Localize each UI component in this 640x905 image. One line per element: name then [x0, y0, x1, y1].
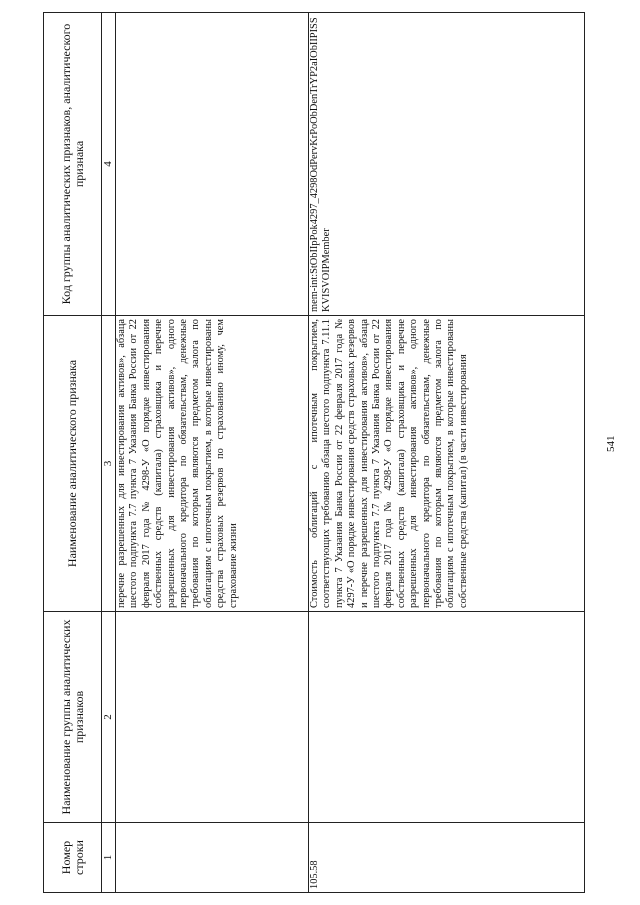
row-group-name	[309, 612, 585, 823]
rotated-page	[43, 13, 603, 893]
page-number: 541	[605, 435, 617, 452]
header-row-number: Номер строки	[44, 823, 102, 893]
header-code: Код группы аналитических признаков, аналитического признака	[44, 13, 102, 316]
row-description: перечне разрешенных для инвестирования активов», абзаца шестого подпункта 7.7 пункта 7 Указания Банка России от 22 февраля 2017 года № 4298-У «О порядке инвестирования собственных средств (капитала) страховщика и перечне разрешенных для инвестирования активов», одного первоначального кредитора по обязательствам, денежные требования по которым являются предметом залога по облигациям с ипотечным покрытием, в которые инвестированы средства страховых резервов по страхованию иному, чем страхование жизни	[116, 316, 309, 612]
analytic-attributes-table	[43, 12, 585, 893]
header-group-name: Наименование группы аналитических признаков	[44, 612, 102, 823]
table-row	[309, 13, 585, 893]
column-numbers-row	[102, 13, 116, 893]
row-code: mem-int:StObIIpPok4297_4298OdPervKrPoObDenTrYP2aIObIIPISSKVISVOIPMember	[309, 13, 585, 316]
row-number: 105.58	[309, 823, 585, 893]
row-description: Стоимость облигаций с ипотечным покрытием, соответствующих требованию абзаца шестого подпункта 7.11.1 пункта 7 Указания Банка России от 22 февраля 2017 года № 4297-У «О порядке инвестирования средств страховых резервов и перечне разрешенных для инвестирования активов», абзаца шестого подпункта 7.7 пункта 7 Указания Банка России от 22 февраля 2017 года № 4298-У «О порядке инвестирования собственных средств (капитала) страховщика и перечне разрешенных для инвестирования активов», одного первоначального кредитора по обязательствам, денежные требования по которым являются предметом залога по облигациям с ипотечным покрытием, в которые инвестированы собственные средства (капитал) (в части инвестирования	[309, 316, 585, 612]
header-row	[44, 13, 102, 893]
row-number	[116, 823, 309, 893]
column-number: 2	[102, 612, 116, 823]
table-row	[116, 13, 309, 893]
column-number: 4	[102, 13, 116, 316]
row-code	[116, 13, 309, 316]
column-number: 1	[102, 823, 116, 893]
column-number: 3	[102, 316, 116, 612]
row-group-name	[116, 612, 309, 823]
header-attribute-name: Наименование аналитического признака	[44, 316, 102, 612]
